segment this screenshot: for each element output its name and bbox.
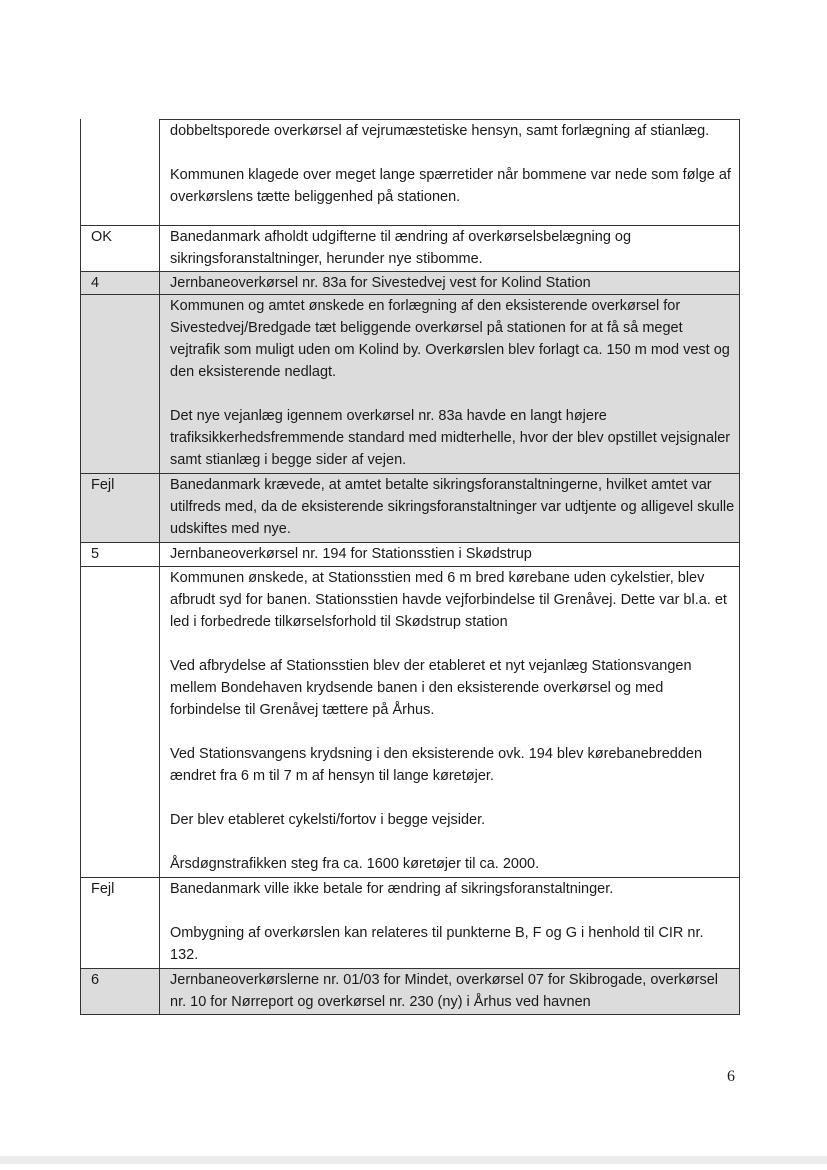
footer-band — [0, 1156, 827, 1164]
incident-table — [80, 119, 740, 1015]
paragraph: Banedanmark krævede, at amtet betalte sikringsforanstaltningerne, hvilket amtet var utilfreds med, da de eksisterende sikringsforanstaltninger var udtjente og alligevel skulle udskiftes med nye. — [170, 477, 735, 537]
description-cell — [160, 226, 740, 271]
paragraph: Ved Stationsvangens krydsning i den eksisterende ovk. 194 blev kørebanebredden ændret fra 6 m til 7 m af hensyn til lange køretøjer. — [170, 746, 703, 784]
item-title-cell — [160, 543, 740, 566]
status-cell: Fejl — [80, 878, 160, 968]
item-number-cell: 5 — [80, 543, 160, 566]
table-row — [80, 272, 740, 295]
status-cell — [80, 567, 160, 877]
table-row — [80, 543, 740, 567]
item-title: Jernbaneoverkørsel nr. 83a for Sivestedvej vest for Kolind Station — [170, 275, 591, 291]
paragraph: Det nye vejanlæg igennem overkørsel nr. 83a havde en langt højere trafiksikkerhedsfremmende standard med midterhelle, hvor der blev opstillet vejsignaler samt stianlæg i begge sider af vejen. — [170, 408, 731, 468]
description-cell — [160, 474, 740, 542]
item-title: Jernbaneoverkørslerne nr. 01/03 for Mindet, overkørsel 07 for Skibrogade, overkørsel nr. 10 for Nørreport og overkørsel nr. 230 (ny) i Århus ved havnen — [170, 972, 719, 1010]
item-number-cell: 6 — [80, 969, 160, 1014]
paragraph: Der blev etableret cykelsti/fortov i begge vejsider. — [170, 812, 486, 828]
paragraph: Ombygning af overkørslen kan relateres til punkterne B, F og G i henhold til CIR nr. 132. — [170, 925, 704, 963]
table-row — [80, 567, 740, 878]
item-title-cell — [160, 272, 740, 294]
table-row — [80, 119, 740, 226]
description-cell — [160, 119, 740, 225]
status-cell: OK — [80, 226, 160, 271]
paragraph: Kommunen klagede over meget lange spærretider når bommene var nede som følge af overkørslens tætte beliggenhed på stationen. — [170, 167, 731, 205]
paragraph: Banedanmark afholdt udgifterne til ændring af overkørselsbelægning og sikringsforanstaltninger, herunder nye stibomme. — [170, 229, 632, 267]
page-number: 6 — [727, 1068, 735, 1085]
paragraph: dobbeltsporede overkørsel af vejrumæstetiske hensyn, samt forlægning af stianlæg. — [170, 123, 710, 139]
table-row — [80, 878, 740, 969]
description-cell — [160, 295, 740, 473]
paragraph: Ved afbrydelse af Stationsstien blev der etableret et nyt vejanlæg Stationsvangen mellem Bondehaven krydsende banen i den eksisterende overkørsel og med forbindelse til Grenåvej tættere på Århus. — [170, 658, 692, 718]
description-cell — [160, 567, 740, 877]
table-row — [80, 295, 740, 474]
table-row — [80, 969, 740, 1015]
status-cell — [80, 295, 160, 473]
paragraph: Kommunen og amtet ønskede en forlægning af den eksisterende overkørsel for Sivestedvej/Bredgade tæt beliggende overkørsel på stationen for at få så meget vejtrafik som muligt uden om Kolind by. Overkørslen blev forlagt ca. 150 m mod vest og den eksisterende nedlagt. — [170, 298, 730, 380]
item-title-cell — [160, 969, 740, 1014]
paragraph: Årsdøgnstrafikken steg fra ca. 1600 køretøjer til ca. 2000. — [170, 856, 540, 872]
description-cell — [160, 878, 740, 968]
paragraph: Banedanmark ville ikke betale for ændring af sikringsforanstaltninger. — [170, 881, 614, 897]
item-number-cell: 4 — [80, 272, 160, 294]
status-cell: Fejl — [80, 474, 160, 542]
paragraph: Kommunen ønskede, at Stationsstien med 6 m bred kørebane uden cykelstier, blev afbrudt syd for banen. Stationsstien havde vejforbindelse til Grenåvej. Dette var bl.a. et led i forbedrede tilkørselsforhold til Skødstrup station — [170, 570, 727, 630]
table-row — [80, 474, 740, 543]
status-cell — [80, 119, 160, 225]
item-title: Jernbaneoverkørsel nr. 194 for Stationsstien i Skødstrup — [170, 546, 532, 562]
table-row — [80, 226, 740, 272]
